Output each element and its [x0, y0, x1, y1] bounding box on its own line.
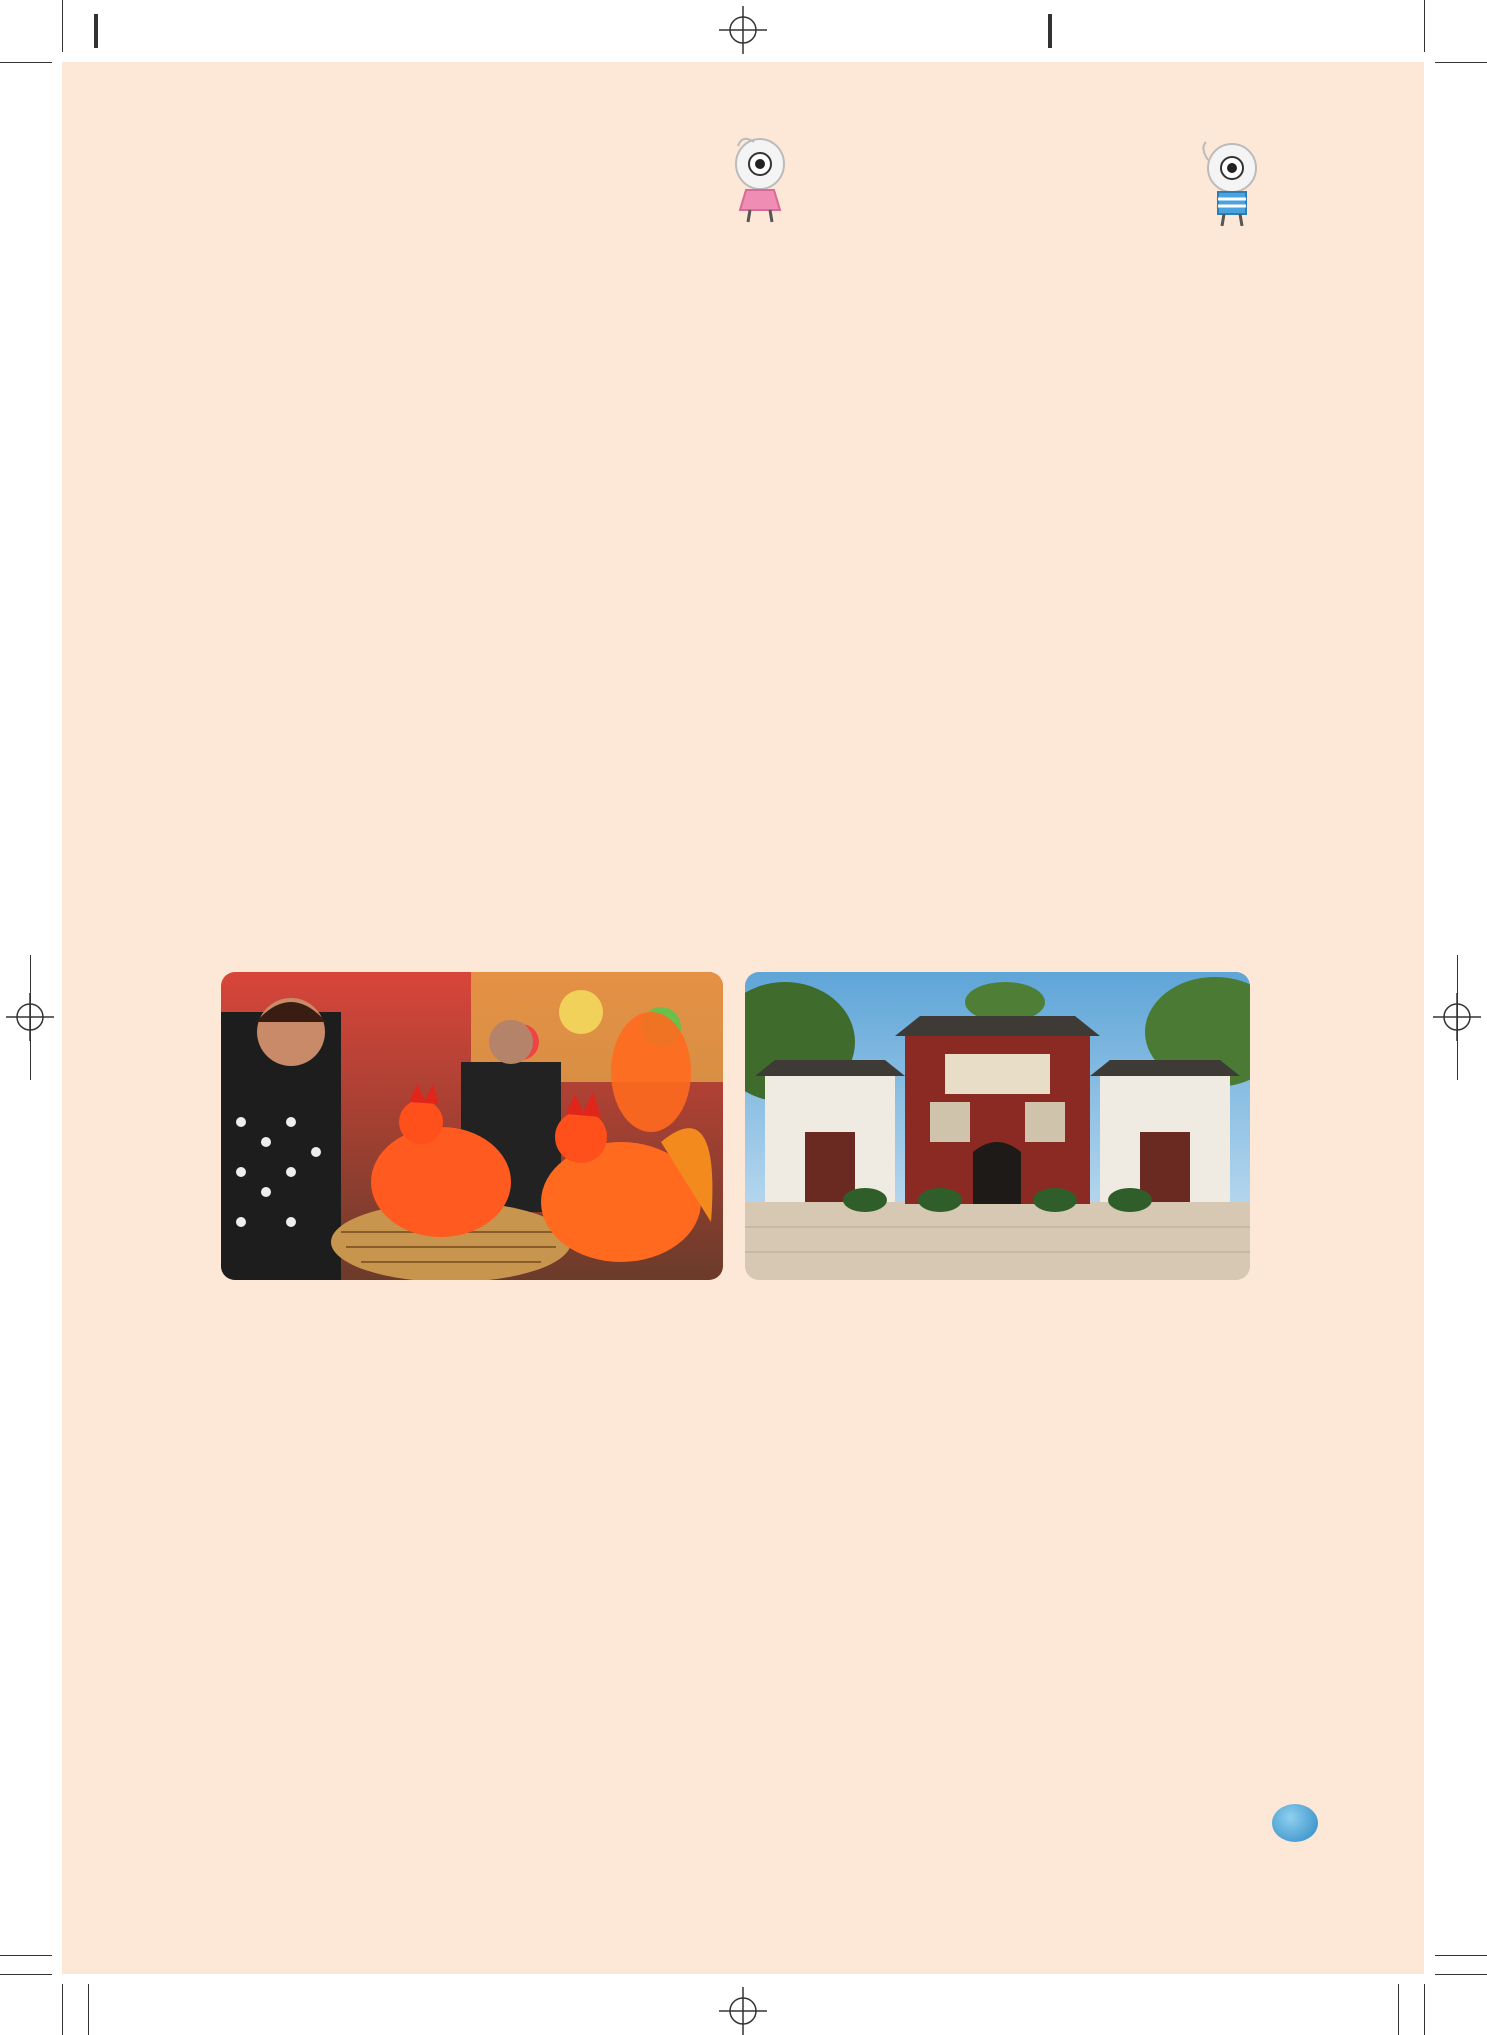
crop-mark — [62, 1984, 63, 2035]
temple-gate-photo — [745, 972, 1250, 1280]
registration-mark — [719, 6, 767, 54]
crop-mark — [1457, 955, 1458, 1080]
crop-mark — [1398, 1984, 1399, 2035]
wavy-divider — [212, 220, 1262, 234]
crop-mark — [1424, 0, 1425, 52]
registration-mark — [719, 1987, 767, 2035]
crop-mark — [62, 0, 63, 52]
crop-mark — [1435, 1974, 1487, 1975]
crop-mark — [1435, 62, 1487, 63]
crop-mark — [88, 1984, 89, 2035]
crop-mark — [0, 1955, 52, 1956]
roosters-photo-icon — [221, 972, 723, 1280]
girl-mascot-icon — [728, 134, 792, 224]
crop-mark — [30, 955, 31, 1080]
crop-mark — [1435, 1955, 1487, 1956]
page-number — [1272, 1804, 1318, 1842]
temple-photo-icon — [745, 972, 1250, 1280]
crop-mark — [0, 62, 52, 63]
grayscale-color-bar — [94, 14, 98, 48]
crop-mark — [0, 1974, 52, 1975]
boy-mascot-icon — [1196, 140, 1264, 226]
crop-mark — [1424, 1984, 1425, 2035]
process-color-bar — [1048, 14, 1052, 48]
paper-roosters-photo — [221, 972, 723, 1280]
